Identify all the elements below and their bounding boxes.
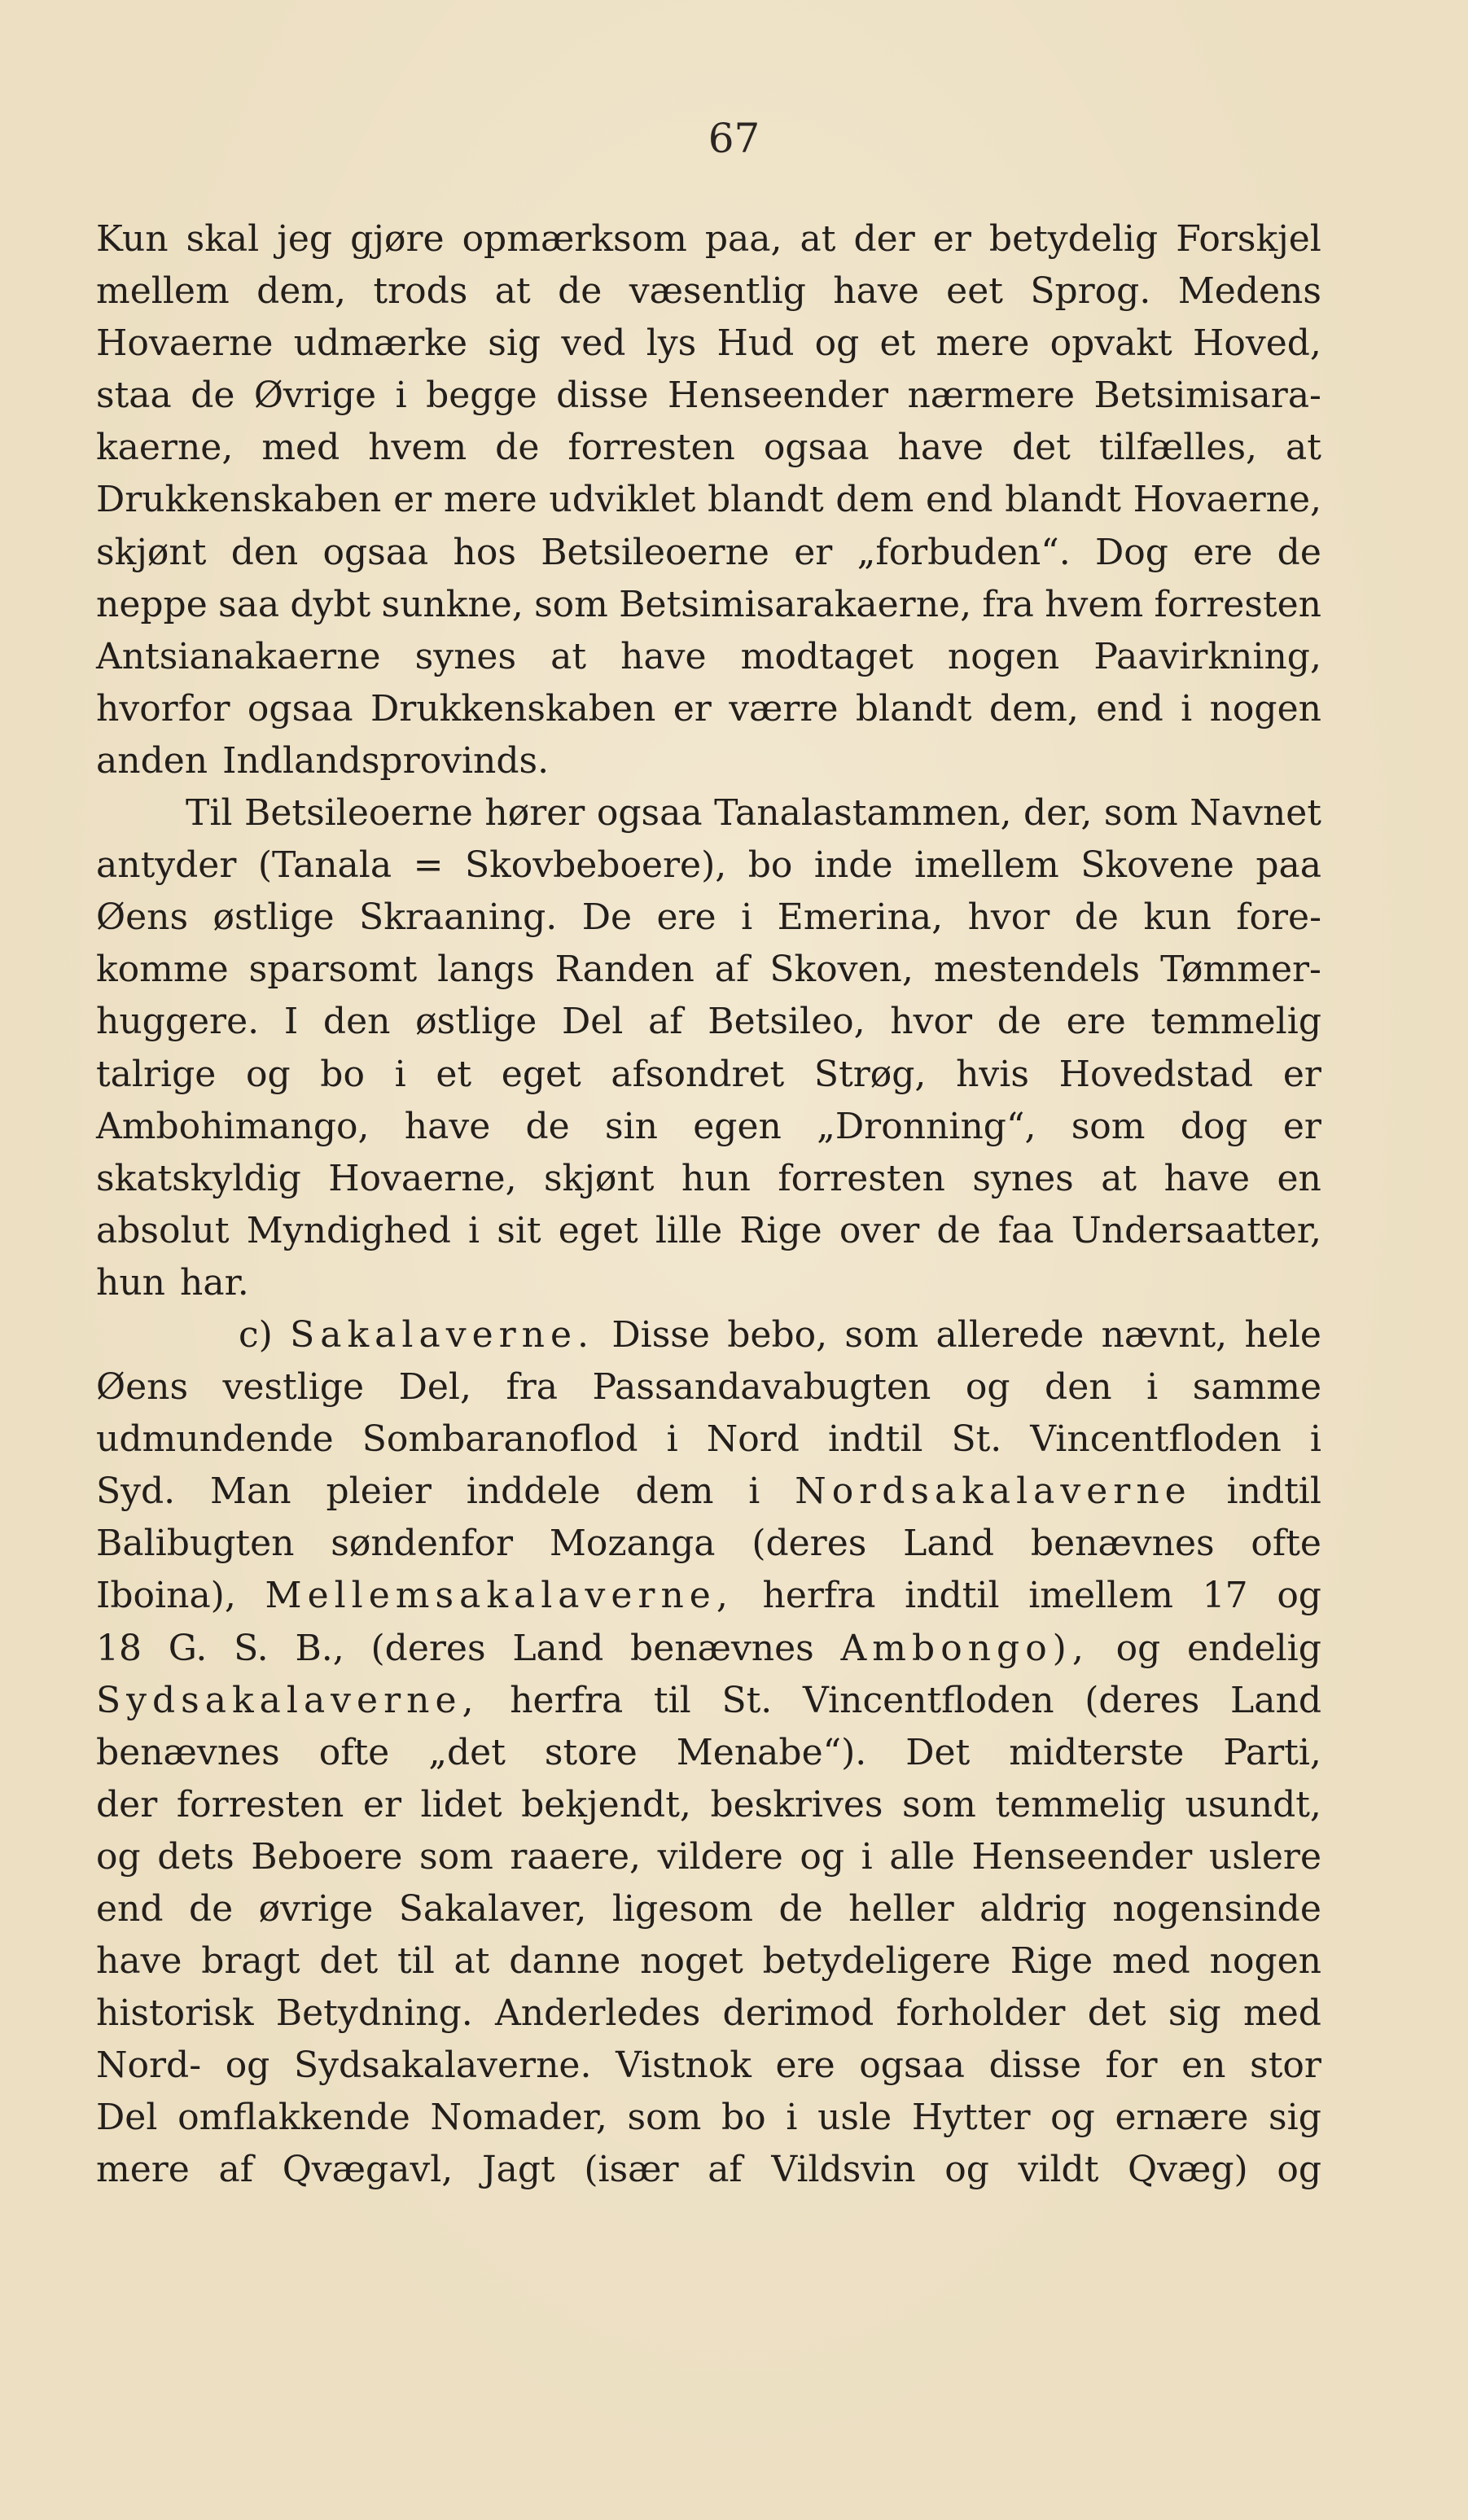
text-line: huggere. I den østlige Del af Betsileo, hvor de ere temmelig — [96, 1001, 1321, 1043]
text-line: neppe saa dybt sunkne, som Betsimisarakaerne, fra hvem forresten — [96, 583, 1321, 625]
text-line: mellem dem, trods at de væsentlig have eet Sprog. Medens — [96, 270, 1321, 313]
text-line: Ambohimango, have de sin egen „Dronning“, som dog er — [96, 1105, 1321, 1147]
text-line: Øens østlige Skraaning. De ere i Emerina, hvor de kun fore- — [96, 896, 1321, 939]
text-line: Balibugten søndenfor Mozanga (deres Land benævnes ofte — [96, 1523, 1321, 1565]
body-text — [96, 213, 1321, 2197]
text-line: historisk Betydning. Anderledes derimod forholder det sig med — [96, 1992, 1321, 2035]
text-line: have bragt det til at danne noget betydeligere Rige med nogen — [96, 1940, 1321, 1983]
text-line: skjønt den ogsaa hos Betsileoerne er „forbuden“. Dog ere de — [96, 531, 1321, 573]
text-line: mere af Qvægavl, Jagt (især af Vildsvin og vildt Qvæg) og — [96, 2149, 1321, 2191]
text-line: absolut Myndighed i sit eget lille Rige over de faa Undersaatter, — [96, 1209, 1321, 1251]
text-line: staa de Øvrige i begge disse Henseender nærmere Betsimisara- — [96, 375, 1321, 417]
text-line: og dets Beboere som raaere, vildere og i alle Henseender uslere — [96, 1835, 1321, 1878]
text-line: end de øvrige Sakalaver, ligesom de heller aldrig nogensinde — [96, 1888, 1321, 1930]
text-line: hvorfor ogsaa Drukkenskaben er værre blandt dem, end i nogen — [96, 687, 1321, 730]
text-line: skatskyldig Hovaerne, skjønt hun forresten synes at have en — [96, 1157, 1321, 1199]
text-line: komme sparsomt langs Randen af Skoven, mestendels Tømmer- — [96, 949, 1321, 991]
text-line: Drukkenskaben er mere udviklet blandt dem end blandt Hovaerne, — [96, 479, 1321, 521]
text-line: der forresten er lidet bekjendt, beskrives som temmelig usundt, — [96, 1783, 1321, 1825]
text-line: Nord- og Sydsakalaverne. Vistnok ere ogsaa disse for en stor — [96, 2044, 1321, 2087]
text-line: Syd. Man pleier inddele dem i Nordsakalaverne indtil — [96, 1470, 1321, 1513]
text-line: Iboina), Mellemsakalaverne, herfra indtil imellem 17 og — [96, 1575, 1321, 1617]
text-line: Øens vestlige Del, fra Passandavabugten og den i samme — [96, 1366, 1321, 1409]
text-line: Sydsakalaverne, herfra til St. Vincentfloden (deres Land — [96, 1679, 1321, 1721]
text-line: Hovaerne udmærke sig ved lys Hud og et mere opvakt Hoved, — [96, 322, 1321, 365]
text-line: hun har. — [96, 1261, 249, 1304]
text-line: 18 G. S. B., (deres Land benævnes Ambongo), og endelig — [96, 1627, 1321, 1669]
text-line: kaerne, med hvem de forresten ogsaa have det tilfælles, at — [96, 427, 1321, 469]
text-line: c) Sakalaverne. Disse bebo, som allerede nævnt, hele — [239, 1313, 1321, 1356]
text-line: benævnes ofte „det store Menabe“). Det midterste Parti, — [96, 1731, 1321, 1773]
text-line: Til Betsileoerne hører ogsaa Tanalastammen, der, som Navnet — [186, 792, 1321, 835]
text-line: udmundende Sombaranoflod i Nord indtil St. Vincentfloden i — [96, 1418, 1321, 1461]
page-number: 67 — [708, 115, 760, 162]
text-line: Del omflakkende Nomader, som bo i usle Hytter og ernære sig — [96, 2097, 1321, 2139]
text-line: antyder (Tanala = Skovbeboere), bo inde imellem Skovene paa — [96, 844, 1321, 887]
text-line: Antsianakaerne synes at have modtaget nogen Paavirkning, — [96, 635, 1321, 677]
text-line: Kun skal jeg gjøre opmærksom paa, at der er betydelig Forskjel — [96, 218, 1321, 260]
text-line: talrige og bo i et eget afsondret Strøg, hvis Hovedstad er — [96, 1053, 1321, 1095]
text-line: anden Indlandsprovinds. — [96, 739, 550, 782]
